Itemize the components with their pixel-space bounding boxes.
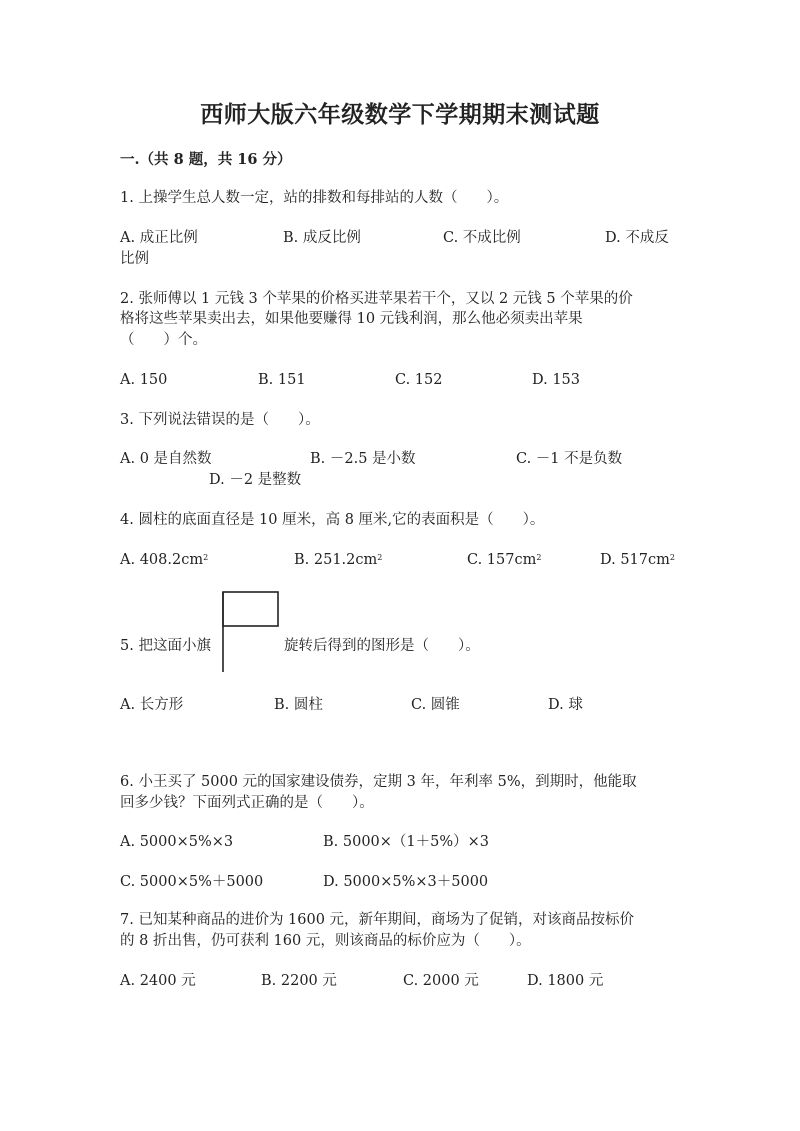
- q3-option-b: B. －2.5 是小数: [310, 451, 416, 467]
- q4-option-c: C. $157cm^2$: [467, 552, 542, 568]
- q1-option-c: C. 不成比例: [443, 230, 521, 246]
- q1-option-d-continued: 比例: [120, 251, 149, 267]
- q4-option-d: D. $517cm^2$: [600, 552, 675, 568]
- q7-option-c: C. 2000 元: [403, 973, 479, 989]
- q7-option-d: D. 1800 元: [527, 973, 604, 989]
- q6-option-c: C. 5000×5%＋5000: [120, 874, 264, 890]
- q1-option-d: D. 不成反: [605, 230, 669, 246]
- q3-option-a: A. 0 是自然数: [120, 451, 212, 467]
- page-title: 西师大版六年级数学下学期期末测试题: [200, 101, 600, 128]
- q7-option-a: A. 2400 元: [120, 973, 196, 989]
- q3-option-c: C. －1 不是负数: [516, 451, 623, 467]
- q5-option-b: B. 圆柱: [274, 697, 323, 713]
- q5-option-a: A. 长方形: [120, 697, 184, 713]
- q5-option-d: D. 球: [548, 697, 583, 713]
- q5-option-c: C. 圆锥: [411, 697, 460, 713]
- q6-option-b: B. 5000×（1＋5%）×3: [323, 834, 490, 850]
- q7-stem-line-2: 的 8 折出售，仍可获利 160 元，则该商品的标价应为（ ）。: [120, 933, 531, 949]
- flag-figure: [218, 590, 282, 674]
- q6-stem-line-2: 回多少钱？下面列式正确的是（ ）。: [120, 795, 374, 811]
- q2-option-a: A. 150: [120, 372, 168, 388]
- q4-option-a: A. $408.2cm^2$: [120, 552, 209, 568]
- q5-stem-after: 旋转后得到的图形是（ ）。: [284, 638, 480, 654]
- q2-stem-line-2: 格将这些苹果卖出去，如果他要赚得 10 元钱利润，那么他必须卖出苹果: [120, 311, 583, 327]
- q3-stem: 3. 下列说法错误的是（ ）。: [120, 412, 320, 428]
- q2-option-b: B. 151: [258, 372, 306, 388]
- q4-stem: 4. 圆柱的底面直径是 10 厘米，高 8 厘米,它的表面积是（ ）。: [120, 512, 545, 528]
- q1-option-a: A. 成正比例: [120, 230, 198, 246]
- q6-option-d: D. 5000×5%×3＋5000: [323, 874, 489, 890]
- q6-stem-line-1: 6. 小王买了 5000 元的国家建设债券，定期 3 年，年利率 5%，到期时，他能取: [120, 774, 637, 790]
- q1-option-b: B. 成反比例: [283, 230, 361, 246]
- q1-stem: 1. 上操学生总人数一定，站的排数和每排站的人数（ ）。: [120, 190, 509, 206]
- section-heading: 一.（共 8 题，共 16 分）: [120, 151, 292, 168]
- q2-stem-line-3: （ ）个。: [120, 332, 207, 348]
- q7-option-b: B. 2200 元: [261, 973, 337, 989]
- q5-stem-before: 5. 把这面小旗: [120, 638, 211, 654]
- q3-option-d: D. －2 是整数: [209, 472, 302, 488]
- q2-stem-line-1: 2. 张师傅以 1 元钱 3 个苹果的价格买进苹果若干个，又以 2 元钱 5 个苹果的价: [120, 291, 633, 307]
- q2-option-d: D. 153: [532, 372, 581, 388]
- q7-stem-line-1: 7. 已知某种商品的进价为 1600 元，新年期间，商场为了促销，对该商品按标价: [120, 912, 635, 928]
- q4-option-b: B. $251.2cm^2$: [294, 552, 383, 568]
- q6-option-a: A. 5000×5%×3: [120, 834, 234, 850]
- q2-option-c: C. 152: [395, 372, 443, 388]
